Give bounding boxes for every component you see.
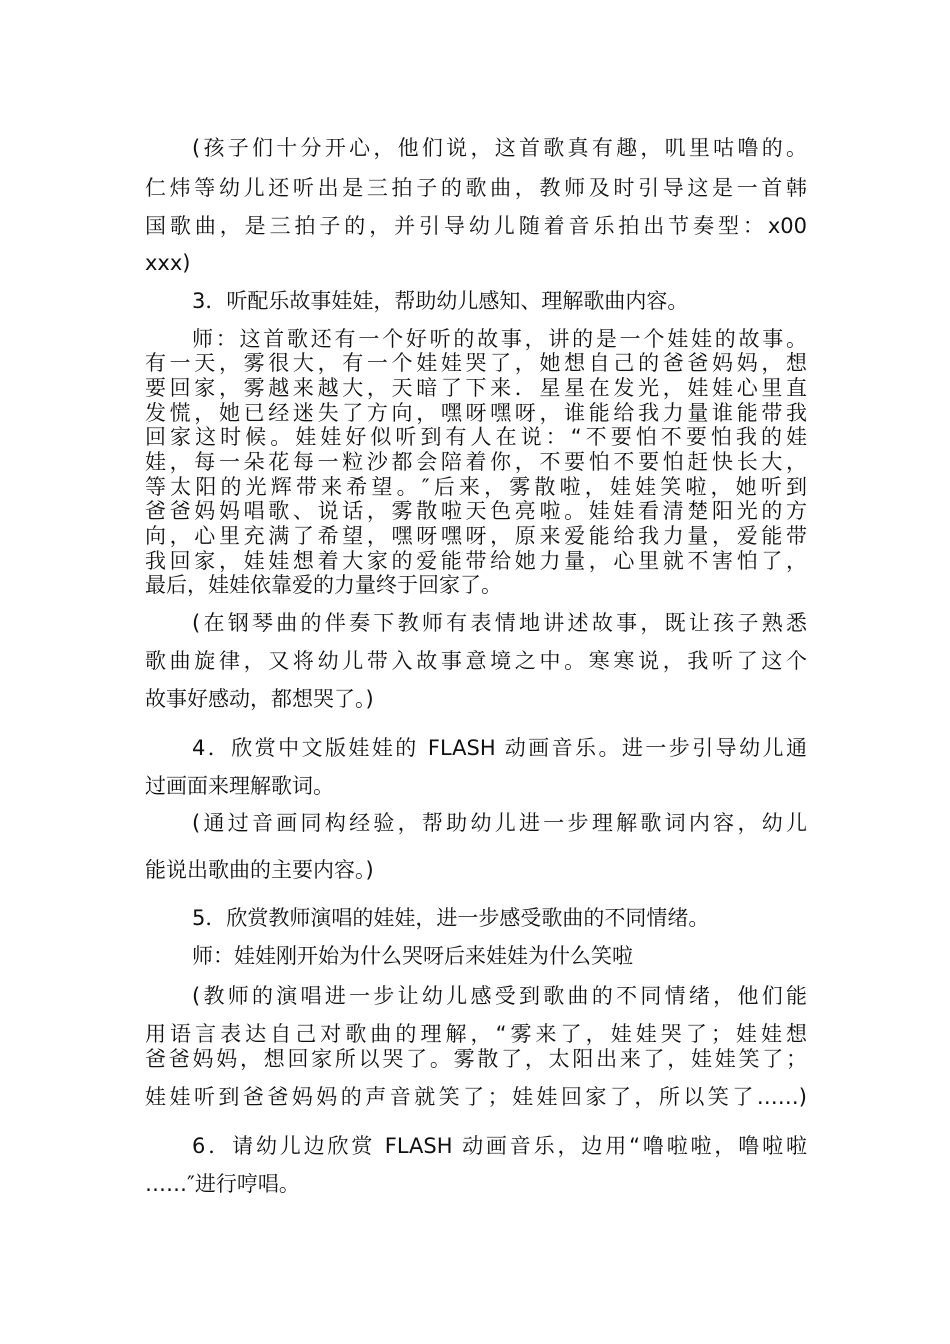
paragraph-9-line-4: 娃娃听到爸爸妈妈的声音就笑了；娃娃回家了，所以笑了……)	[145, 1085, 807, 1109]
section-4-line-1: 4．欣赏中文版娃娃的 FLASH 动画音乐。进一步引导幼儿通	[192, 736, 807, 760]
story-line-10: 我回家，娃娃想着大家的爱能带给她力量，心里就不害怕了，	[145, 549, 807, 573]
paragraph-6-line-2: 能说出歌曲的主要内容。)	[145, 858, 374, 882]
story-line-5: 回家这时候。娃娃好似听到有人在说：“不要怕不要怕我的娃	[145, 425, 807, 449]
story-line-8: 爸爸妈妈唱歌、说话，雾散啦天色亮啦。娃娃看清楚阳光的方	[145, 499, 807, 523]
story-line-7: 等太阳的光辉带来希望。″后来，雾散啦，娃娃笑啦，她听到	[145, 475, 807, 499]
paragraph-4-line-3: 故事好感动，都想哭了。)	[145, 687, 374, 711]
story-line-3: 要回家，雾越来越大，天暗了下来．星星在发光，娃娃心里直	[145, 376, 807, 400]
paragraph-9-line-1: (教师的演唱进一步让幼儿感受到歌曲的不同情绪，他们能	[192, 984, 807, 1008]
story-line-11: 最后，娃娃依靠爱的力量终于回家了。	[145, 573, 502, 597]
section-4-line-2: 过画面来理解歌词。	[145, 774, 334, 798]
paragraph-4-line-1: (在钢琴曲的伴奏下教师有表情地讲述故事，既让孩子熟悉	[192, 611, 807, 635]
story-line-4: 发慌，她已经迷失了方向，嘿呀嘿呀，谁能给我力量谁能带我	[145, 401, 807, 425]
paragraph-6-line-1: (通过音画同构经验，帮助幼儿进一步理解歌词内容，幼儿	[192, 811, 807, 835]
paragraph-1-line-1: (孩子们十分开心，他们说，这首歌真有趣，叽里咕噜的。	[192, 136, 807, 160]
paragraph-1-line-2: 仁炜等幼儿还听出是三拍子的歌曲，教师及时引导这是一首韩	[145, 176, 807, 200]
story-line-2: 有一天，雾很大，有一个娃娃哭了，她想自己的爸爸妈妈，想	[145, 351, 807, 375]
story-line-1: 师：这首歌还有一个好听的故事，讲的是一个娃娃的故事。	[192, 327, 807, 351]
paragraph-1-line-4: xxx)	[145, 251, 191, 275]
paragraph-1-line-3: 国歌曲，是三拍子的，并引导幼儿随着音乐拍出节奏型：x00	[145, 214, 807, 238]
section-6-line-2: ……″进行哼唱。	[145, 1172, 300, 1196]
paragraph-4-line-2: 歌曲旋律，又将幼儿带入故事意境之中。寒寒说，我听了这个	[145, 649, 807, 673]
story-line-6: 娃，每一朵花每一粒沙都会陪着你，不要怕不要怕赶快长大，	[145, 450, 807, 474]
paragraph-9-line-2: 用语言表达自己对歌曲的理解，“雾来了，娃娃哭了；娃娃想	[145, 1022, 807, 1046]
paragraph-9-line-3: 爸爸妈妈，想回家所以哭了。雾散了，太阳出来了，娃娃笑了；	[145, 1047, 807, 1071]
teacher-question: 师：娃娃刚开始为什么哭呀后来娃娃为什么笑啦	[192, 944, 633, 968]
story-line-9: 向，心里充满了希望，嘿呀嘿呀，原来爱能给我力量，爱能带	[145, 524, 807, 548]
section-6-line-1: 6．请幼儿边欣赏 FLASH 动画音乐，边用“噜啦啦，噜啦啦	[192, 1134, 807, 1158]
section-3-heading: 3．听配乐故事娃娃，帮助幼儿感知、理解歌曲内容。	[192, 289, 689, 313]
section-5-heading: 5．欣赏教师演唱的娃娃，进一步感受歌曲的不同情绪。	[192, 906, 710, 930]
